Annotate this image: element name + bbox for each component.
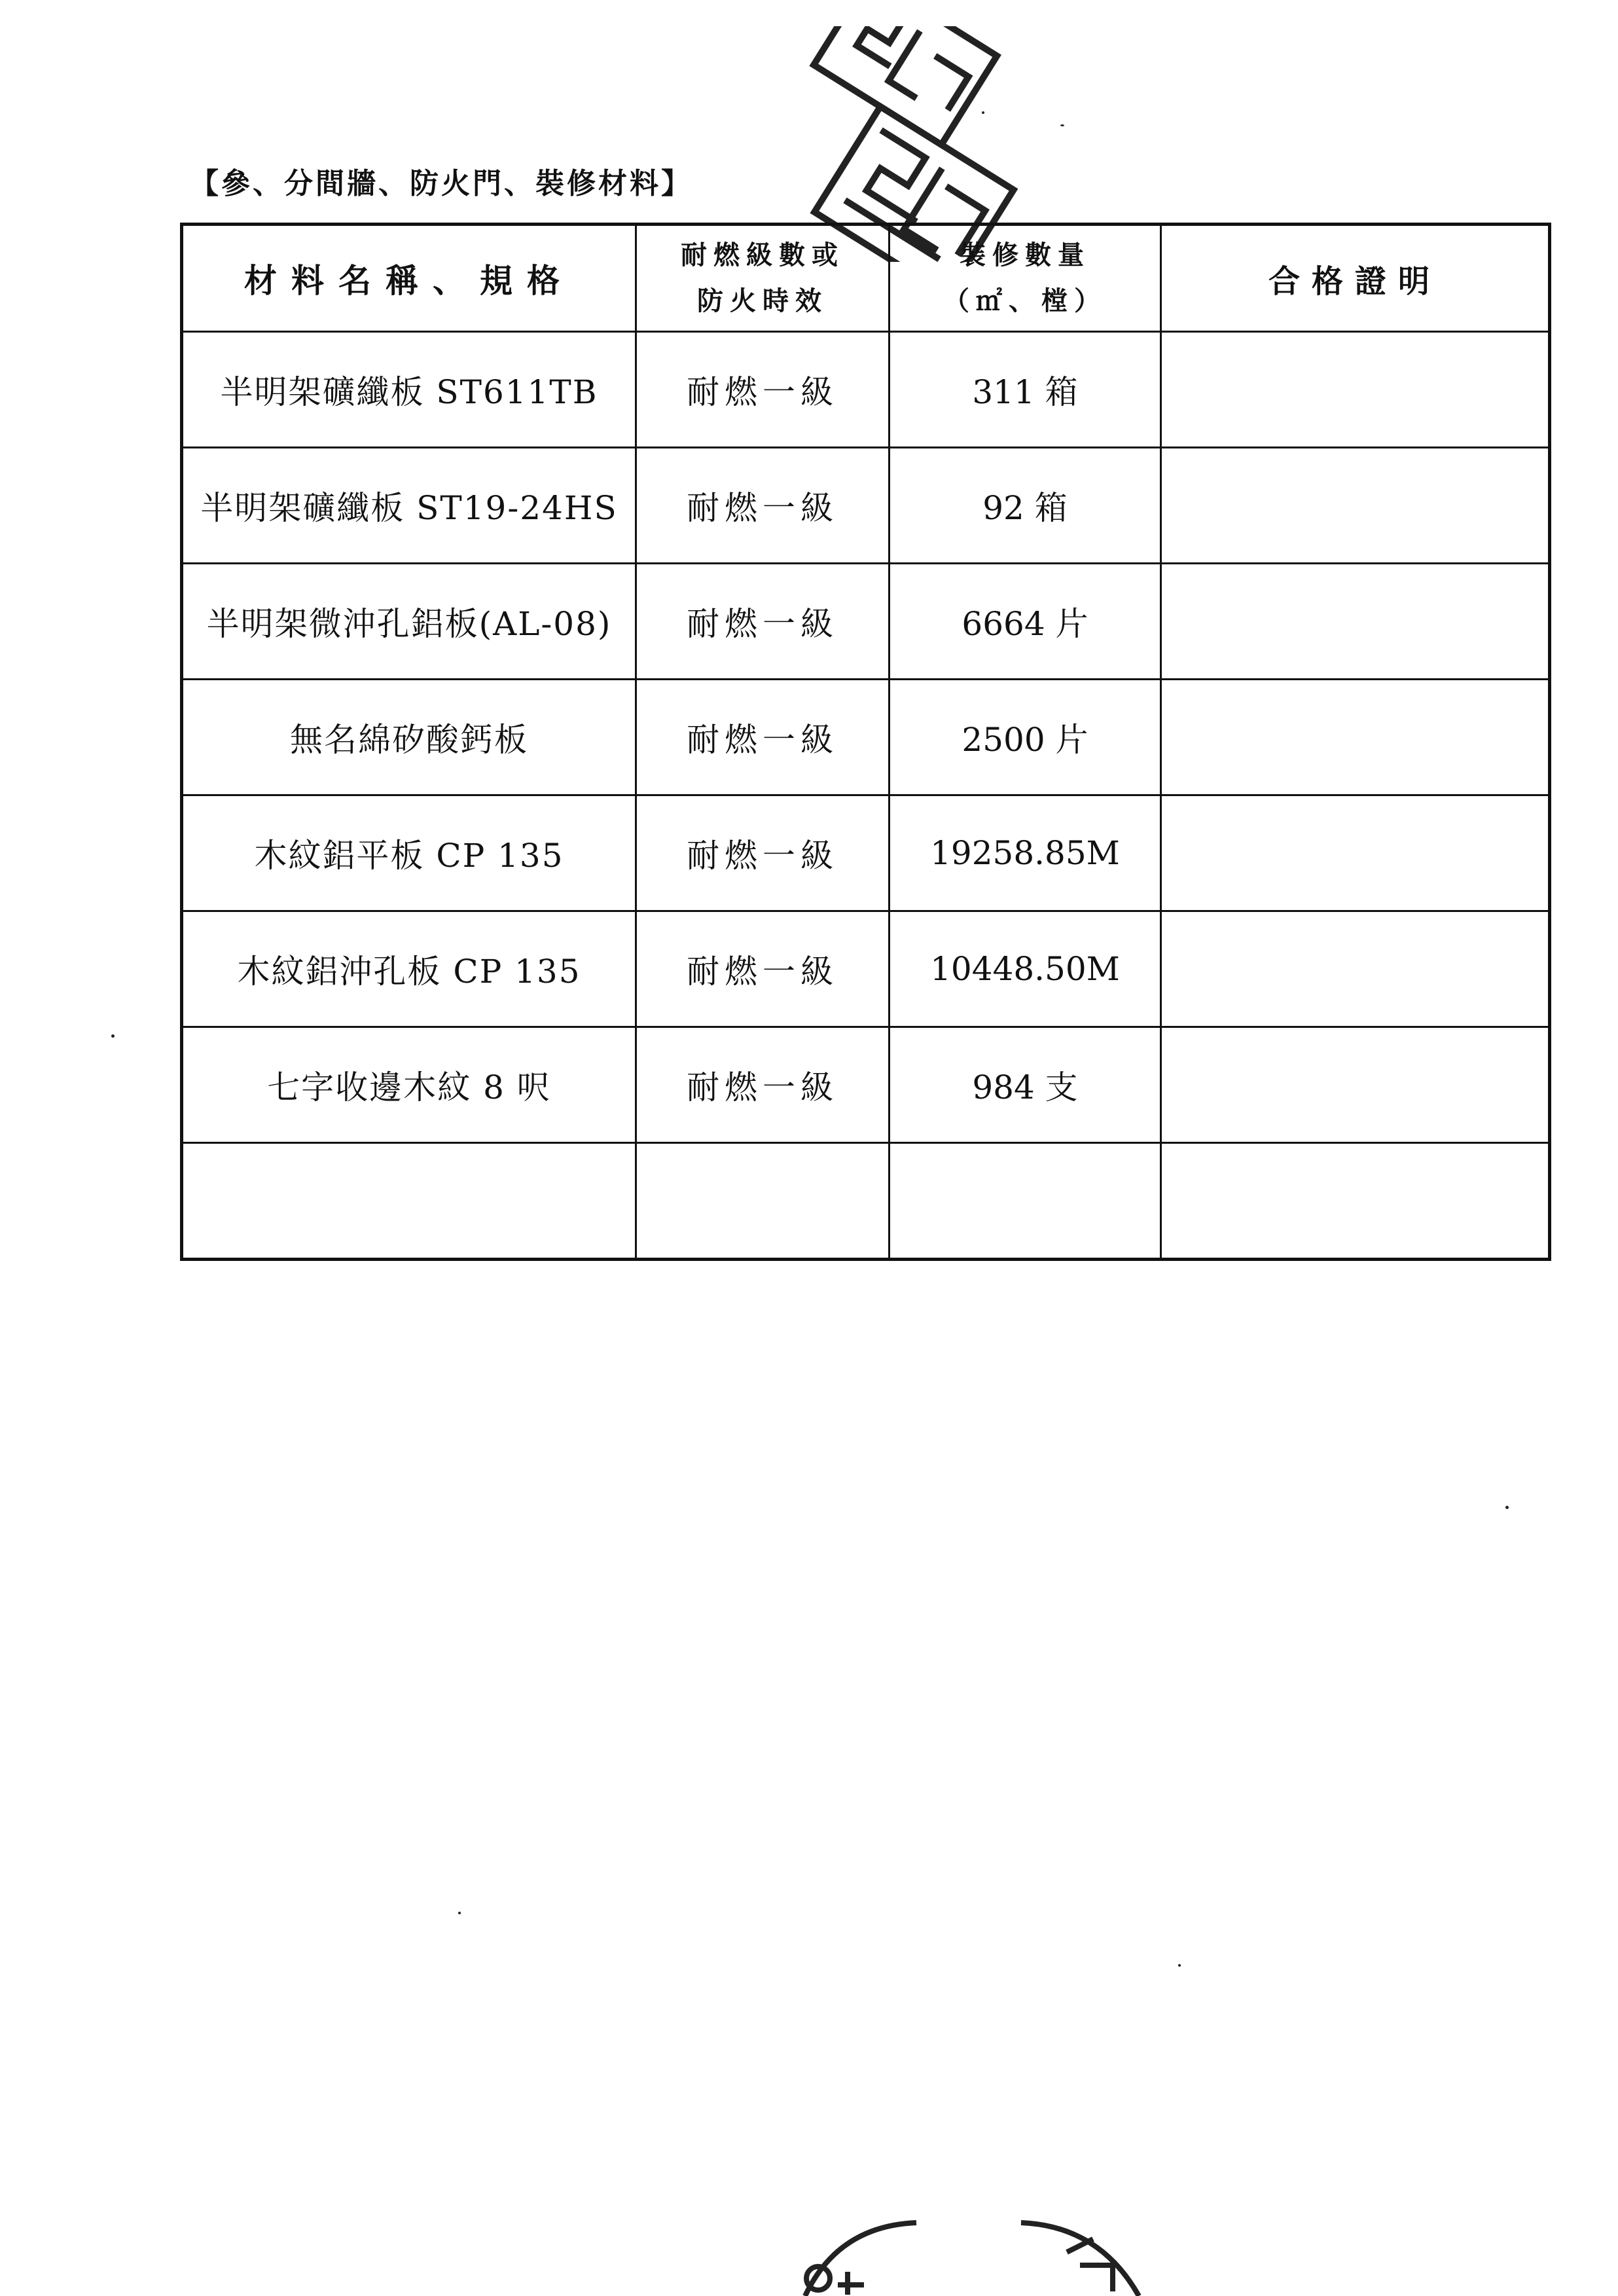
material-name-cell: 木紋鋁沖孔板 CP 135 [182, 911, 636, 1027]
materials-table [180, 223, 1551, 1261]
table-row-empty [182, 1143, 1550, 1260]
table-row [182, 332, 1550, 448]
fire-rating-cell: 耐燃一級 [636, 911, 890, 1027]
certificate-cell [1161, 795, 1550, 911]
quantity-cell: 984 支 [890, 1027, 1161, 1143]
fire-rating-cell: 耐燃一級 [636, 680, 890, 795]
fire-rating-cell: 耐燃一級 [636, 1027, 890, 1143]
header-quantity-line2: （㎡、樘） [943, 285, 1107, 316]
certificate-cell [1161, 1027, 1550, 1143]
scan-speck [458, 1912, 461, 1914]
table-row [182, 911, 1550, 1027]
certificate-cell [1161, 1143, 1550, 1260]
material-name-cell: 七字收邊木紋 8 呎 [182, 1027, 636, 1143]
material-name-cell: 半明架礦纖板 ST19-24HS [182, 448, 636, 564]
certificate-cell [1161, 911, 1550, 1027]
quantity-cell: 19258.85M [890, 795, 1161, 911]
table-row [182, 795, 1550, 911]
material-name-cell [182, 1143, 636, 1260]
header-fire-rating [636, 225, 890, 332]
table-row [182, 680, 1550, 795]
scan-speck [111, 1034, 115, 1038]
header-certificate: 合格證明 [1161, 225, 1550, 332]
quantity-cell: 92 箱 [890, 448, 1161, 564]
quantity-cell: 6664 片 [890, 564, 1161, 680]
header-fire-rating-line1: 耐燃級數或 [681, 240, 844, 270]
quantity-cell: 311 箱 [890, 332, 1161, 448]
section-title: 【參、分間牆、防火門、裝修材料】 [190, 167, 692, 200]
quantity-cell [890, 1143, 1161, 1260]
certificate-cell [1161, 564, 1550, 680]
scan-speck [1178, 1964, 1181, 1967]
header-fire-rating-line2: 防火時效 [697, 285, 828, 316]
seal-stamp-bottom [785, 2213, 1152, 2296]
scan-speck [982, 111, 984, 114]
certificate-cell [1161, 448, 1550, 564]
certificate-cell [1161, 680, 1550, 795]
fire-rating-cell: 耐燃一級 [636, 332, 890, 448]
table-row [182, 564, 1550, 680]
table-header-row [182, 225, 1550, 332]
certificate-cell [1161, 332, 1550, 448]
scan-speck [1505, 1506, 1509, 1509]
scan-speck [1060, 124, 1064, 126]
fire-rating-cell [636, 1143, 890, 1260]
table-row [182, 448, 1550, 564]
material-name-cell: 半明架微沖孔鋁板(AL-08) [182, 564, 636, 680]
quantity-cell: 10448.50M [890, 911, 1161, 1027]
material-name-cell: 木紋鋁平板 CP 135 [182, 795, 636, 911]
quantity-cell: 2500 片 [890, 680, 1161, 795]
material-name-cell: 半明架礦纖板 ST611TB [182, 332, 636, 448]
header-material-name: 材料名稱、規格 [182, 225, 636, 332]
table-row [182, 1027, 1550, 1143]
fire-rating-cell: 耐燃一級 [636, 448, 890, 564]
fire-rating-cell: 耐燃一級 [636, 564, 890, 680]
header-quantity [890, 225, 1161, 332]
material-name-cell: 無名綿矽酸鈣板 [182, 680, 636, 795]
fire-rating-cell: 耐燃一級 [636, 795, 890, 911]
header-quantity-line1: 裝修數量 [960, 240, 1090, 270]
